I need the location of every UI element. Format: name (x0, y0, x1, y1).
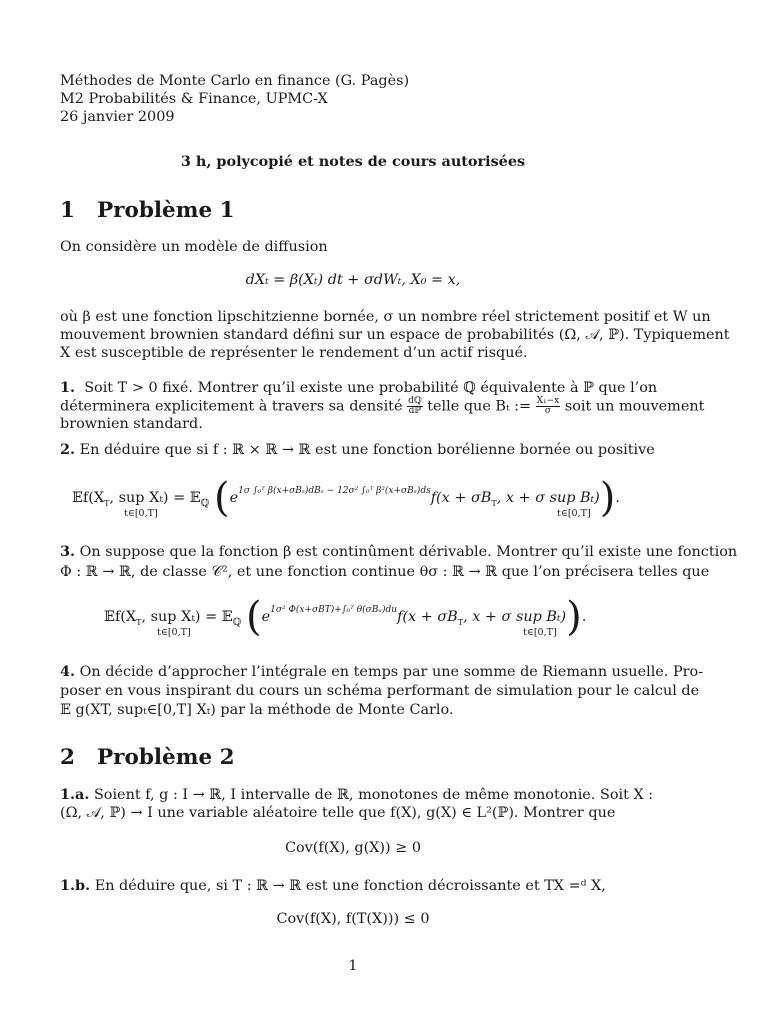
section-1-title: Problème 1 (97, 198, 235, 223)
q1-text-1: Soit T > 0 fixé. Montrer qu’il existe une probabilité ℚ équivalente à ℙ que l’on (84, 380, 658, 396)
eq2-left: 𝔼f(X (72, 490, 105, 506)
q1-text-2a: déterminera explicitement à travers sa densité (60, 398, 403, 415)
q3-equation: $𝔼f(X_T$, sup Xₜ) = 𝔼$_ℚ$ ($e^{1\sigma^2 \Phi(x+\sigma BT)+\int_0ᵀ \theta(\sigma Bᵤ)du}f(x + \sigma B_T$, x + σ sup Bₜ)). (104, 594, 587, 640)
eq2-right: f(x + σB (430, 490, 492, 506)
eq2-right2: , x + σ sup Bₜ) (496, 490, 600, 506)
q3-line-2: Φ : ℝ → ℝ, de classe 𝒞², et une fonction continue θσ : ℝ → ℝ que l’on précisera telles que (60, 564, 710, 580)
exam-conditions: 3 h, polycopié et notes de cours autorisées (180, 153, 526, 170)
cov-inequality-1: Cov(f(X), g(X)) ≥ 0 (284, 840, 422, 856)
eq2-left2: , sup Xₜ) = 𝔼 (109, 490, 201, 506)
course-title: Méthodes de Monte Carlo en finance (G. Pagès) (60, 73, 410, 89)
section-1-heading (60, 198, 646, 224)
section-1-intro: On considère un modèle de diffusion (60, 239, 328, 255)
q1-line-2 (60, 396, 705, 416)
q4-text-1: On décide d’approcher l’intégrale en temps par une somme de Riemann usuelle. Pro- (79, 664, 704, 680)
eq2-sup-index-2: t∈[0,T] (557, 508, 591, 519)
q4-number: 4. (60, 663, 76, 680)
q1a-text-1: Soient f, g : I → ℝ, I intervalle de ℝ, monotones de même monotonie. Soit X : (93, 787, 654, 803)
page-number: 1 (348, 958, 358, 974)
eq3-left: 𝔼f(X (104, 609, 137, 625)
q3-number: 3. (60, 543, 76, 560)
q1b-line (60, 877, 646, 895)
q2-line (60, 441, 655, 459)
eq3-right2: , x + σ sup Bₜ) (463, 609, 567, 625)
section-1-number: 1 (60, 198, 75, 223)
program-line: M2 Probabilités & Finance, UPMC-X (60, 91, 328, 107)
eq2-exponent: 1σ ∫₀ᵀ β(x+σBₛ)dBₛ − 12σ² ∫₀ᵀ β²(x+σBₛ)ds (238, 486, 431, 496)
eq3-right: f(x + σB (397, 609, 458, 625)
q1-line-3: brownien standard. (60, 416, 203, 432)
eq3-left2: , sup Xₜ) = 𝔼 (141, 609, 233, 625)
para-line-3: X est susceptible de représenter le rendement d’un actif risqué. (60, 345, 528, 361)
q1a-number: 1.a. (60, 786, 90, 803)
para-line-1: où β est une fonction lipschitzienne bornée, σ un nombre réel strictement positif et W un (60, 309, 711, 325)
q1-line-1 (60, 379, 658, 397)
eq2-sup-index-1: t∈[0,T] (124, 508, 158, 519)
q2-text: En déduire que si f : ℝ × ℝ → ℝ est une fonction borélienne bornée ou positive (79, 442, 655, 458)
density-fraction: $\frac{\text{dℚ}}{\text{dℙ}}$ (408, 396, 422, 416)
q4-line-1 (60, 663, 704, 681)
section-2-heading (60, 745, 646, 771)
section-2-number: 2 (60, 745, 75, 770)
sde-equation: dXₜ = β(Xₜ) dt + σdWₜ, X₀ = x, (245, 272, 461, 288)
q1b-number: 1.b. (60, 877, 91, 894)
date-line: 26 janvier 2009 (60, 109, 175, 125)
eq3-sup-index-1: t∈[0,T] (157, 627, 191, 638)
q3-text-1: On suppose que la fonction β est continûment dérivable. Montrer qu’il existe une fonction (79, 544, 738, 560)
eq3-sup-index-2: t∈[0,T] (523, 627, 557, 638)
q1-text-2c: soit un mouvement (564, 398, 705, 415)
q2-number: 2. (60, 441, 76, 458)
eq3-exponent: 1σ² Φ(x+σBT)+∫₀ᵀ θ(σBᵤ)du (270, 605, 398, 615)
q1-number: 1. (60, 379, 76, 396)
q3-line-1 (60, 543, 738, 561)
q4-line-2: poser en vous inspirant du cours un schéma performant de simulation pour le calcul de (60, 683, 700, 699)
q1b-text: En déduire que, si T : ℝ → ℝ est une fonction décroissante et TX =ᵈ X, (94, 878, 606, 894)
q2-equation: $𝔼f(X_T$, sup Xₜ) = 𝔼$_ℚ$ ($e^{1\sigma \int_0ᵀ \beta(x+\sigma B_s)dB_s - 12\sigma^2 \int_0ᵀ \beta^2(x+\sigma B_s)ds}f(x + \sigma B_T$, x + σ sup Bₜ)). (72, 475, 620, 521)
section-2-title: Problème 2 (97, 745, 235, 770)
para-line-2: mouvement brownien standard défini sur un espace de probabilités (Ω, 𝒜, ℙ). Typiquement (60, 327, 730, 343)
q1a-line-2: (Ω, 𝒜, ℙ) → I une variable aléatoire telle que f(X), g(X) ∈ L²(ℙ). Montrer que (60, 805, 616, 821)
q1a-line-1 (60, 786, 654, 804)
q4-line-3: 𝔼 g(XT, supₜ∈[0,T] Xₜ) par la méthode de Monte Carlo. (60, 702, 454, 718)
q1-text-2b: telle que Bₜ := (427, 398, 532, 415)
cov-inequality-2: Cov(f(X), f(T(X))) ≤ 0 (276, 911, 430, 927)
brownian-fraction: $\frac{\text{X₁−x}}{\sigma}$ (536, 396, 560, 416)
